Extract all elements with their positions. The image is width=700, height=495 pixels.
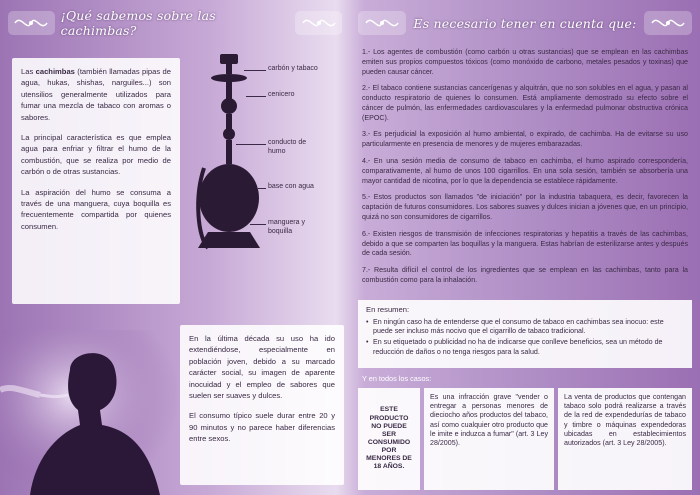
warning-item: 6.- Existen riesgos de transmisión de infecciones respiratorias y hepatitis a través de las cachimbas, debido a que se comparten las boquillas y la manguera. Estas habrían de esterilizarse antes y después de cada sesión. <box>362 229 688 258</box>
ornament-icon <box>8 11 55 35</box>
hookah-icon <box>188 48 278 268</box>
intro-paragraph-2: La principal característica es que emplea agua para enfriar y filtrar el humo de la combustión, que se realiza por medio de carbón o de otras sustancias. <box>21 132 171 177</box>
decade-paragraph-1: En la última década su uso ha ido extendiéndose, especialmente en población joven, debido a su marcado carácter social, su imagen de aparente inocuidad y el empleo de sabores que suelen ser suaves y dulces. <box>189 334 335 400</box>
infraction-text: Es una infracción grave "vender o entregar a personas menores de dieciocho años productos del tabaco, así como cualquier otro producto que le imite e induzca a fumar" (art. 3 Ley 28/2005). <box>424 388 554 490</box>
ornament-icon <box>358 11 406 35</box>
right-header-title: Es necesario tener en cuenta que: <box>413 15 637 31</box>
warnings-list <box>362 48 688 293</box>
legal-boxes <box>358 388 692 490</box>
warning-item: 5.- Estos productos son llamados "de iniciación" por la industria tabaquera, es decir, favorecen la captación de futuros consumidores. Los sabores suaves y dulces inician a jóvenes que, en un principio, quizá no son consumidores de cigarrillos. <box>362 193 688 221</box>
left-header-title: ¡Qué sabemos sobre las cachimbas? <box>60 8 216 38</box>
intro-paragraph-3: La aspiración del humo se consuma a través de una manguera, cuya boquilla es frecuentemente compartida por quienes consumen. <box>21 187 171 231</box>
ornament-icon <box>644 11 692 35</box>
bullet-icon: • <box>366 338 369 347</box>
all-cases-label: Y en todos los casos: <box>362 374 432 383</box>
bullet-icon: • <box>366 317 369 326</box>
smoker-silhouette <box>0 330 180 495</box>
decade-paragraph-2: El consumo típico suele durar entre 20 y 90 minutos y no parece haber diferencias entre sexos. <box>189 411 335 444</box>
label-carbon: carbón y tabaco <box>268 65 318 72</box>
decade-box <box>180 325 344 485</box>
warning-item: 4.- En una sesión media de consumo de tabaco en cachimba, el humo aspirado correspondería, comparativamente, al humo de unos 100 cigarrillos. En una sola sesión, también se absorbería una mayor cantidad de nicotina, por lo que la dependencia se establece rápidamente. <box>362 157 688 185</box>
hookah-diagram <box>188 48 348 268</box>
label-conducto: conducto de humo <box>268 139 307 156</box>
label-base: base con agua <box>268 183 314 190</box>
warning-item: 1.- Los agentes de combustión (como carbón u otras sustancias) que se emplean en las cachimbas emiten sus propios compuestos tóxicos (como monóxido de carbono, metales pesados y toxinas) que pueden causar cáncer. <box>362 48 688 76</box>
summary-title: En resumen: <box>366 305 410 314</box>
summary-item: • En ningún caso ha de entenderse que el consumo de tabaco en cachimbas sea inocuo: este puede ser incluso más nocivo que el cigarrillo de tabaco tradicional. <box>366 317 664 336</box>
sales-text: La venta de productos que contengan tabaco solo podrá realizarse a través de la red de expendedurías de tabaco y timbre o máquinas expendedoras ubicadas en establecimientos autorizados (art. 3 Ley 28/2005). <box>558 388 692 490</box>
age-warning: ESTE PRODUCTO NO PUEDE SER CONSUMIDO POR MENORES DE 18 AÑOS. <box>358 388 420 490</box>
intro-keyword: cachimbas <box>35 67 75 76</box>
intro-paragraph-1: Las cachimbas (también llamadas pipas de agua, hukas, shishas, narguiles...) son utensilios generalmente utilizados para fumar una mezcla de tabaco con aromas o sabores. <box>21 67 171 122</box>
ornament-icon <box>295 11 342 35</box>
right-header <box>358 6 692 40</box>
label-manguera: manguera y boquilla <box>268 219 305 236</box>
summary-box <box>358 300 692 368</box>
label-cenicero: cenicero <box>268 91 295 98</box>
warning-item: 2.- El tabaco contiene sustancias cancerígenas y alquitrán, que no son solubles en el agua, y pasan al conducto respiratorio de quienes lo consumen. Está ampliamente demostrado su efecto sobre el cáncer de pulmón, las enfermedades cardiovasculares y la enfermedad pulmonar obstructiva crónica (EPOC). <box>362 84 688 122</box>
summary-item: • En su etiquetado o publicidad no ha de indicarse que conlleve beneficios, sea un método de reducción de daños o no tenga riesgos para la salud. <box>366 338 663 356</box>
warning-item: 7.- Resulta difícil el control de los ingredientes que se emplean en las cachimbas, tanto para la combustión como para la inhalación. <box>362 266 688 284</box>
warning-item: 3.- Es perjudicial la exposición al humo ambiental, o expirado, de cachimba. Ha de evitarse su uso particularmente en presencia de menores y de mujeres embarazadas. <box>362 130 688 149</box>
right-panel <box>350 0 700 495</box>
left-header <box>8 6 342 40</box>
intro-box <box>12 58 180 304</box>
